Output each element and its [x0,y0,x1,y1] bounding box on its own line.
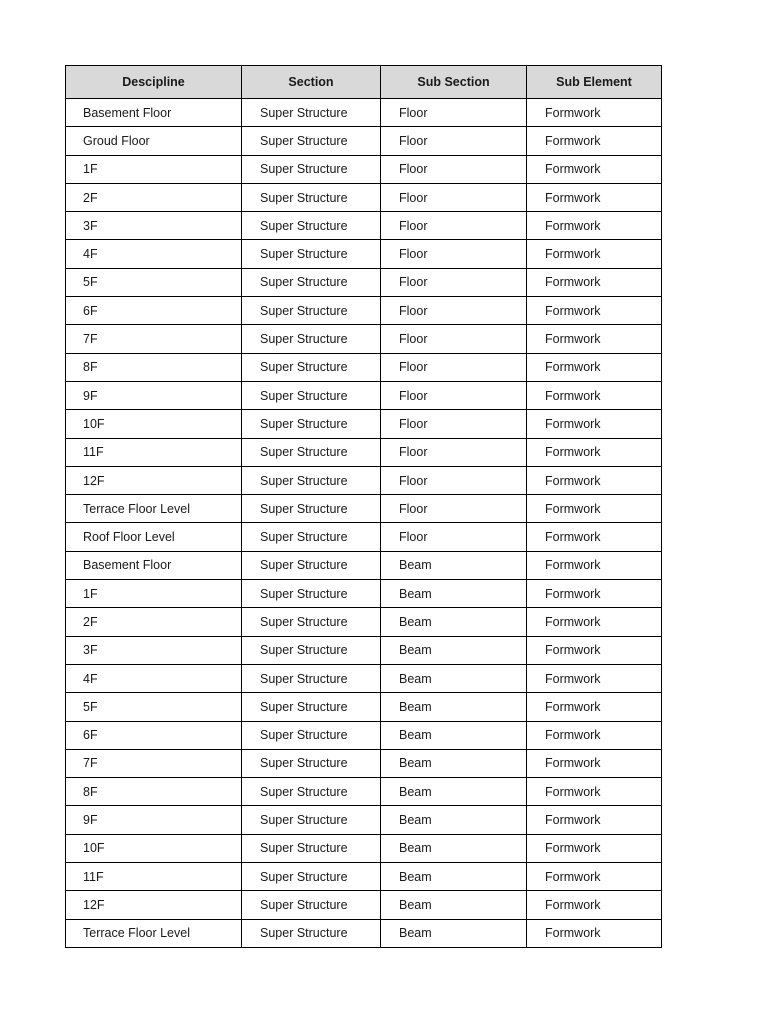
cell-section: Super Structure [242,99,381,127]
cell-sub-section: Beam [381,693,527,721]
cell-sub-section: Floor [381,183,527,211]
cell-sub-element: Formwork [527,664,662,692]
cell-discipline: 9F [66,806,242,834]
cell-section: Super Structure [242,325,381,353]
cell-discipline: 1F [66,155,242,183]
cell-discipline: 5F [66,693,242,721]
cell-sub-element: Formwork [527,155,662,183]
cell-section: Super Structure [242,523,381,551]
cell-section: Super Structure [242,297,381,325]
cell-section: Super Structure [242,212,381,240]
header-sub-section: Sub Section [381,66,527,99]
cell-sub-section: Beam [381,608,527,636]
cell-sub-section: Beam [381,749,527,777]
cell-sub-section: Floor [381,240,527,268]
header-discipline: Descipline [66,66,242,99]
cell-section: Super Structure [242,919,381,947]
cell-sub-section: Beam [381,919,527,947]
cell-discipline: Terrace Floor Level [66,919,242,947]
cell-discipline: 8F [66,353,242,381]
table-row [66,523,662,551]
table-row [66,155,662,183]
cell-section: Super Structure [242,806,381,834]
table-row [66,495,662,523]
cell-discipline: Terrace Floor Level [66,495,242,523]
cell-sub-element: Formwork [527,693,662,721]
cell-sub-element: Formwork [527,523,662,551]
table-row [66,325,662,353]
table-row [66,806,662,834]
cell-discipline: Basement Floor [66,99,242,127]
cell-discipline: 6F [66,721,242,749]
cell-sub-element: Formwork [527,919,662,947]
cell-sub-section: Floor [381,155,527,183]
cell-section: Super Structure [242,721,381,749]
table-row [66,664,662,692]
cell-sub-section: Floor [381,353,527,381]
cell-sub-section: Floor [381,495,527,523]
cell-sub-section: Floor [381,99,527,127]
table-row [66,891,662,919]
table-row [66,297,662,325]
cell-sub-element: Formwork [527,749,662,777]
cell-section: Super Structure [242,353,381,381]
cell-section: Super Structure [242,664,381,692]
table-row [66,438,662,466]
table-row [66,834,662,862]
cell-sub-element: Formwork [527,863,662,891]
cell-discipline: 10F [66,410,242,438]
cell-sub-element: Formwork [527,466,662,494]
table-row [66,721,662,749]
cell-discipline: Basement Floor [66,551,242,579]
cell-sub-section: Beam [381,721,527,749]
cell-sub-section: Floor [381,297,527,325]
cell-sub-section: Floor [381,466,527,494]
cell-discipline: 4F [66,240,242,268]
table-body [66,99,662,948]
cell-sub-element: Formwork [527,438,662,466]
cell-sub-section: Beam [381,863,527,891]
cell-sub-element: Formwork [527,212,662,240]
table-row [66,268,662,296]
cell-discipline: 9F [66,381,242,409]
table-row [66,466,662,494]
cell-discipline: Roof Floor Level [66,523,242,551]
cell-sub-element: Formwork [527,268,662,296]
cell-section: Super Structure [242,580,381,608]
table-row [66,693,662,721]
cell-sub-section: Floor [381,410,527,438]
cell-discipline: 8F [66,778,242,806]
cell-sub-element: Formwork [527,495,662,523]
cell-section: Super Structure [242,891,381,919]
cell-section: Super Structure [242,749,381,777]
document-page [65,65,661,948]
cell-section: Super Structure [242,608,381,636]
cell-section: Super Structure [242,551,381,579]
cell-discipline: 7F [66,325,242,353]
cell-sub-section: Floor [381,438,527,466]
table-row [66,608,662,636]
cell-sub-element: Formwork [527,608,662,636]
cell-section: Super Structure [242,240,381,268]
table-row [66,240,662,268]
cell-sub-section: Beam [381,636,527,664]
cell-sub-element: Formwork [527,580,662,608]
cell-section: Super Structure [242,268,381,296]
cell-section: Super Structure [242,183,381,211]
cell-section: Super Structure [242,410,381,438]
header-section: Section [242,66,381,99]
cell-section: Super Structure [242,495,381,523]
cell-section: Super Structure [242,127,381,155]
cell-sub-element: Formwork [527,297,662,325]
header-row [66,66,662,99]
cell-sub-element: Formwork [527,636,662,664]
cell-sub-element: Formwork [527,325,662,353]
cell-sub-element: Formwork [527,721,662,749]
cell-sub-element: Formwork [527,183,662,211]
cell-sub-section: Beam [381,664,527,692]
cell-section: Super Structure [242,438,381,466]
discipline-table [65,65,662,948]
cell-discipline: 11F [66,863,242,891]
table-row [66,580,662,608]
cell-sub-element: Formwork [527,806,662,834]
cell-sub-section: Floor [381,325,527,353]
cell-sub-section: Beam [381,834,527,862]
cell-sub-element: Formwork [527,551,662,579]
table-row [66,212,662,240]
cell-sub-section: Beam [381,778,527,806]
table-row [66,778,662,806]
cell-sub-element: Formwork [527,127,662,155]
cell-section: Super Structure [242,466,381,494]
cell-section: Super Structure [242,834,381,862]
cell-discipline: 10F [66,834,242,862]
table-row [66,551,662,579]
cell-discipline: 12F [66,891,242,919]
cell-section: Super Structure [242,381,381,409]
cell-discipline: 12F [66,466,242,494]
table-row [66,919,662,947]
cell-sub-section: Floor [381,212,527,240]
table-row [66,353,662,381]
cell-sub-element: Formwork [527,381,662,409]
cell-sub-element: Formwork [527,353,662,381]
cell-discipline: 11F [66,438,242,466]
cell-sub-element: Formwork [527,834,662,862]
cell-sub-element: Formwork [527,410,662,438]
cell-sub-section: Beam [381,806,527,834]
table-row [66,381,662,409]
cell-sub-section: Beam [381,891,527,919]
table-row [66,749,662,777]
cell-discipline: 3F [66,212,242,240]
header-sub-element: Sub Element [527,66,662,99]
table-row [66,410,662,438]
table-header [66,66,662,99]
cell-discipline: 5F [66,268,242,296]
cell-section: Super Structure [242,155,381,183]
cell-section: Super Structure [242,863,381,891]
cell-discipline: 4F [66,664,242,692]
cell-sub-element: Formwork [527,891,662,919]
cell-sub-element: Formwork [527,778,662,806]
table-row [66,127,662,155]
cell-discipline: 1F [66,580,242,608]
cell-sub-element: Formwork [527,240,662,268]
cell-sub-element: Formwork [527,99,662,127]
cell-sub-section: Floor [381,127,527,155]
table-row [66,99,662,127]
cell-section: Super Structure [242,636,381,664]
cell-sub-section: Floor [381,523,527,551]
table-row [66,863,662,891]
table-row [66,636,662,664]
cell-sub-section: Beam [381,580,527,608]
cell-discipline: 3F [66,636,242,664]
cell-discipline: 2F [66,608,242,636]
cell-sub-section: Floor [381,268,527,296]
cell-section: Super Structure [242,693,381,721]
cell-sub-section: Beam [381,551,527,579]
table-row [66,183,662,211]
cell-discipline: Groud Floor [66,127,242,155]
cell-discipline: 2F [66,183,242,211]
cell-discipline: 6F [66,297,242,325]
cell-discipline: 7F [66,749,242,777]
cell-sub-section: Floor [381,381,527,409]
cell-section: Super Structure [242,778,381,806]
